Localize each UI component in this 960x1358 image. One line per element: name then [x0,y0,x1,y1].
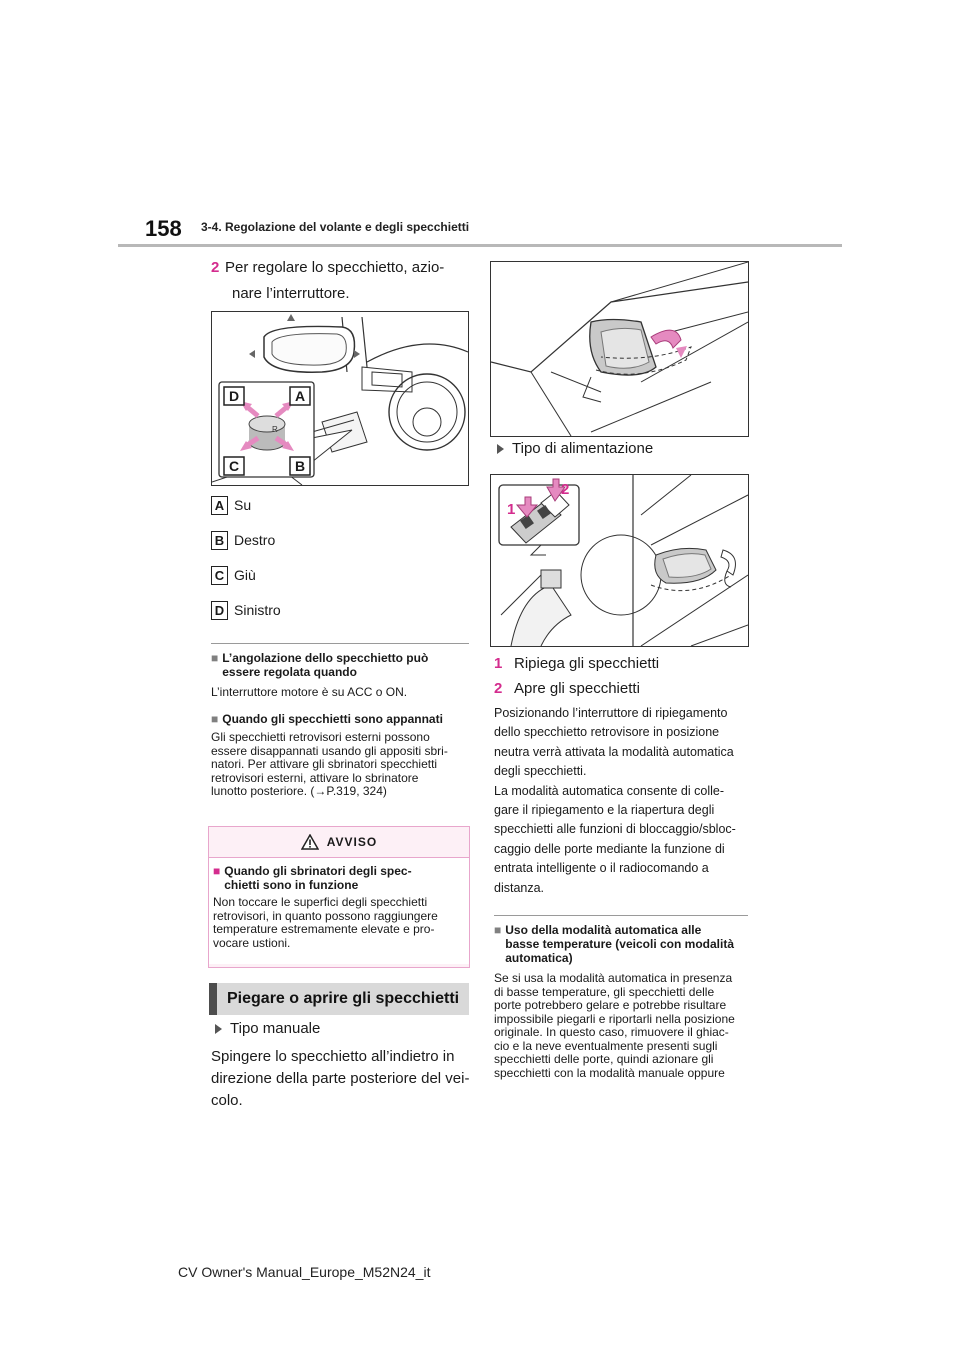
note-title-text: Quando gli specchietti sono appannati [222,712,443,726]
note-title-line2: essere regolata quando [222,665,357,679]
step-label: Apre gli specchietti [514,680,640,697]
note-line: specchietti con la modalità manuale oppure [494,1065,725,1080]
power-fold-figure [490,474,749,647]
manual-fold-illustration [491,262,748,436]
note-low-temp [494,923,754,1080]
manual-body [211,1046,475,1112]
square-bullet-icon: ■ [494,923,502,937]
warning-title-line1: Quando gli sbrinatori degli spec- [224,864,412,878]
square-bullet-icon: ■ [213,864,221,878]
step-2 [211,255,471,307]
legend-key: C [211,566,228,585]
warning-line: temperature estremamente elevate e pro- [213,922,435,936]
legend-key: D [211,601,228,620]
legend-label: Su [234,497,252,513]
manual-line: direzione della parte posteriore del vei- [211,1070,470,1087]
warning-body [213,896,465,950]
legend-item [211,565,461,585]
note-title [211,651,469,679]
paragraph-line: dello specchietto retrovisore in posizione [494,725,720,740]
note-divider [494,915,748,916]
legend-item [211,495,461,515]
paragraph-line: entrata intelligente o il radiocomando a [494,861,709,876]
paragraph-line: degli specchietti. [494,764,587,779]
legend-label: Sinistro [234,602,281,618]
mirror-switch-illustration [212,312,468,485]
note-angle [211,651,469,700]
square-bullet-icon: ■ [211,651,219,665]
note-line: porte potrebbero gelare e potrebbe risultare [494,998,727,1012]
page-number: 158 [145,216,182,241]
power-bullet-label: Tipo di alimentazione [512,440,654,457]
fig-callout-2: 2 [561,481,570,498]
warning-triangle-icon [301,834,319,850]
note-line: Se si usa la modalità automatica in presenza [494,971,733,985]
note-title-line1: L’angolazione dello specchietto può [222,651,429,665]
paragraph-line: Posizionando l’interruttore di ripiegamento [494,706,728,720]
step-label: Ripiega gli specchietti [514,655,660,672]
note-line: di basse temperature, gli specchietti delle [494,984,715,999]
legend-label: Giù [234,567,256,583]
power-fold-illustration [491,475,748,646]
note-line: essere disappannati usando gli appositi sbri- [211,743,448,758]
note-divider [211,643,469,644]
note-title [494,923,754,965]
note-line: impossibile piegarli e riportarli nella posizione [494,1011,735,1026]
step-number: 2 [211,259,220,276]
footer-manual-id: CV Owner's Manual_Europe_M52N24_it [178,1264,431,1280]
paragraph-line: specchietti alle funzioni di bloccaggio/sbloc- [494,822,736,837]
legend-key: A [211,496,228,515]
note-body [211,731,473,799]
paragraph-line: distanza. [494,880,545,895]
manual-bullet [215,1018,475,1040]
section-title: Piegare o aprire gli specchietti [209,983,469,1015]
note-body: L’interruttore motore è su ACC o ON. [211,685,408,699]
note-title [211,712,473,726]
fig-key-b: B [294,458,306,474]
step-number: 2 [494,680,503,697]
note-line: retrovisori esterni, attivare lo sbrinatore [211,770,419,785]
paragraph-line: La modalità automatica consente di colle- [494,783,724,798]
fig-key-a: A [294,388,306,404]
power-type-bullet [497,438,653,460]
warning-title-line2: chietti sono in funzione [224,878,359,892]
fig-key-d: D [228,388,240,404]
auto-mode-paragraph [494,704,754,898]
fig-callout-1: 1 [507,501,516,518]
svg-text:R: R [272,425,278,434]
warning-line: retrovisori, in quanto possono raggiungere [213,908,438,923]
manual-line: colo. [211,1092,243,1109]
legend-label: Destro [234,532,276,548]
paragraph-line: gare il ripiegamento e la riapertura degli [494,803,715,818]
note-line: lunotto posteriore. (→P.319, 324) [211,784,387,798]
step-text-line2: nare l’interruttore. [232,285,350,302]
legend-item [211,600,461,620]
note-line: Gli specchietti retrovisori esterni possono [211,730,430,744]
manual-type [211,1018,475,1112]
warning-line: vocare ustioni. [213,935,291,950]
manual-line: Spingere lo specchietto all’indietro in [211,1048,455,1065]
chapter-title: 3-4. Regolazione del volante e degli specchietti [201,220,470,234]
note-title-line3: automatica) [505,951,573,965]
warning-title [213,864,465,892]
note-line: specchietti delle porte, quindi azionare gli [494,1052,714,1066]
note-line: originale. In questo caso, rimuovere il ghiac- [494,1025,729,1039]
legend-key: B [211,531,228,550]
note-body [494,972,754,1080]
direction-legend [211,495,461,620]
paragraph-line: neutra verrà attivata la modalità automatica [494,744,734,759]
step-text-line1: Per regolare lo specchietto, azio- [225,259,445,276]
power-step-1 [494,651,659,677]
mirror-switch-figure [211,311,469,486]
square-bullet-icon: ■ [211,712,219,726]
warning-content [209,857,469,964]
warning-line: Non toccare le superfici degli specchietti [213,895,428,909]
note-title-line1: Uso della modalità automatica alle [505,923,702,937]
warning-box [208,826,470,968]
note-line: cio e la neve eventualmente presenti sugli [494,1038,718,1053]
note-fog [211,712,473,799]
header-rule [118,244,842,247]
warning-heading: AVVISO [326,835,378,849]
note-title-line2: basse temperature (veicoli con modalità [505,937,734,951]
manual-bullet-label: Tipo manuale [230,1020,321,1037]
warning-header [209,827,469,857]
power-step-2 [494,676,640,702]
paragraph-line: caggio delle porte mediante la funzione di [494,841,725,856]
step-number: 1 [494,655,503,672]
fig-key-c: C [228,458,240,474]
note-line: natori. Per attivare gli sbrinatori specchietti [211,757,438,771]
legend-item [211,530,461,550]
triangle-bullet-icon [215,1024,222,1034]
triangle-bullet-icon [497,444,504,454]
manual-fold-figure [490,261,749,437]
